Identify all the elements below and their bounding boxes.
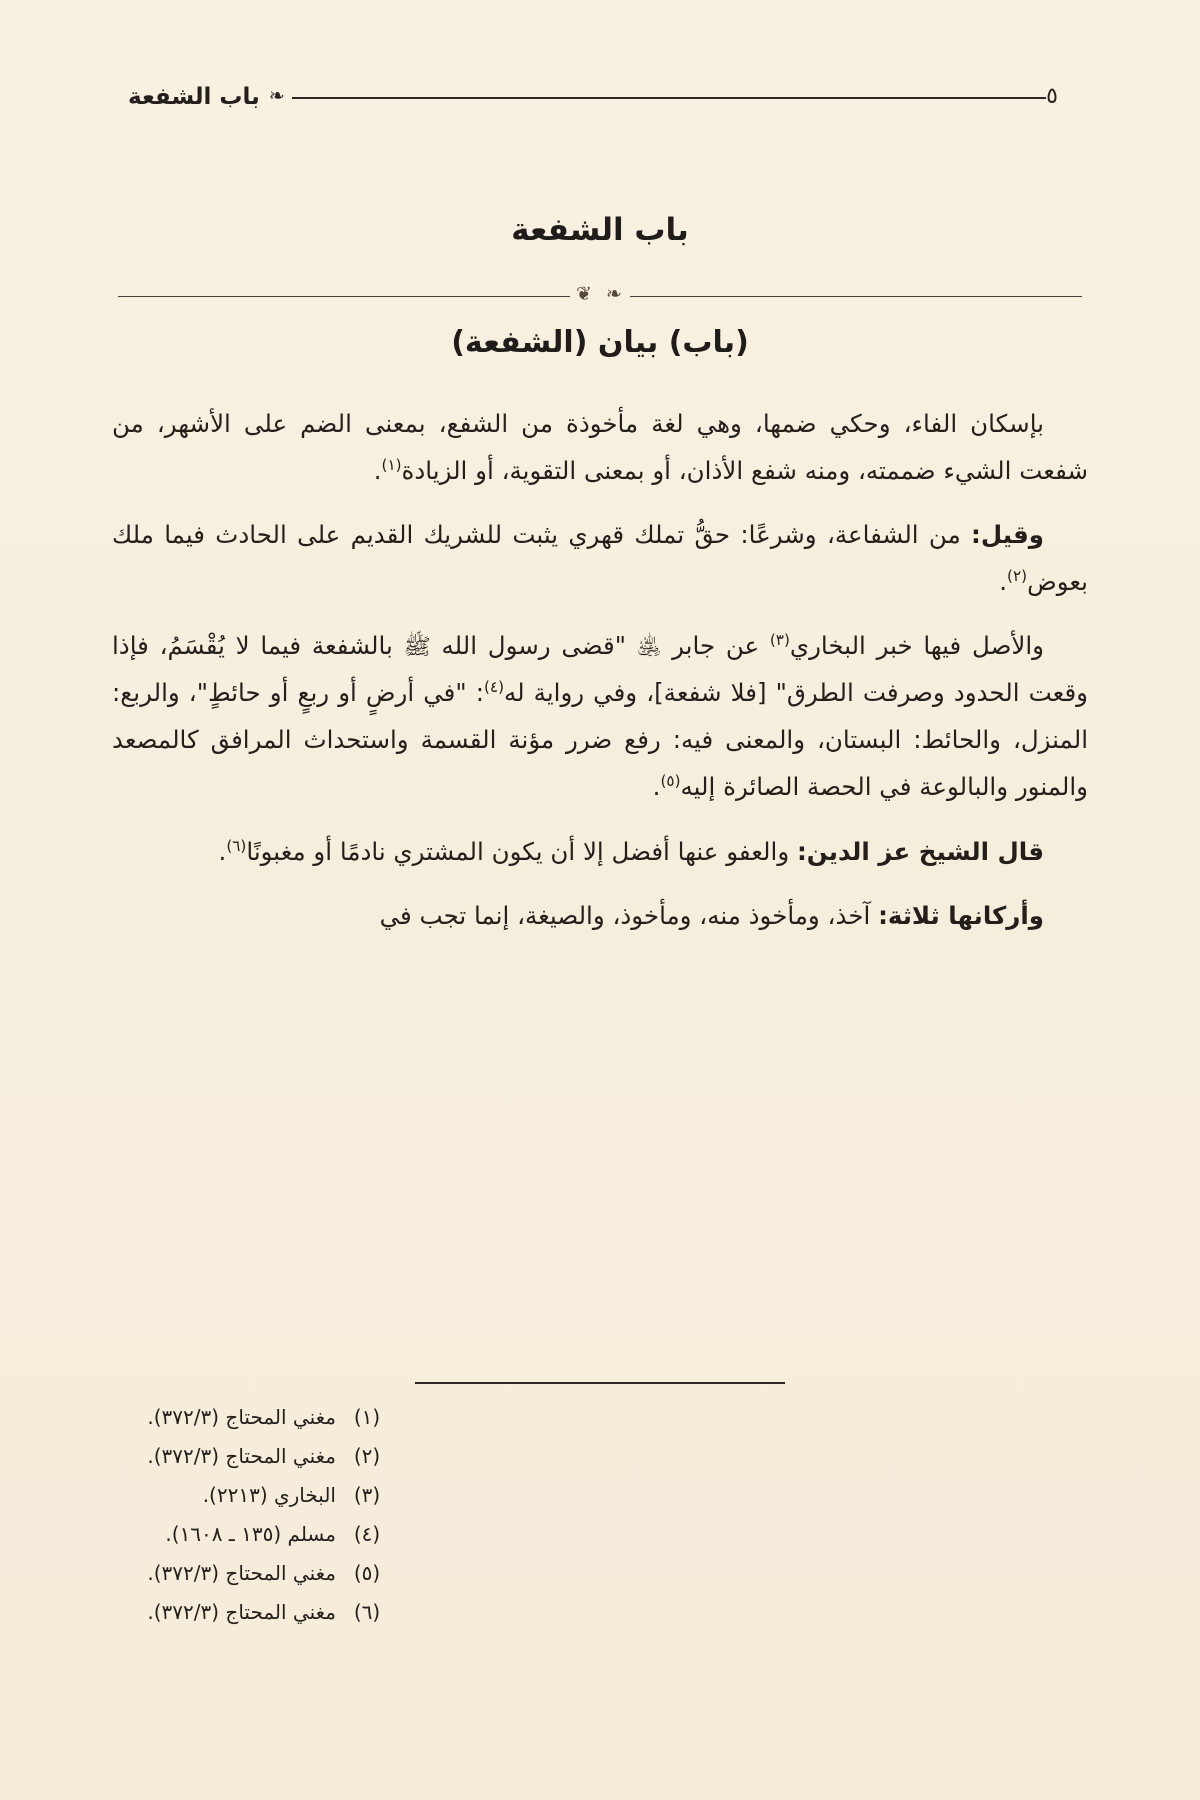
footnote-marker: (٢)	[1007, 566, 1028, 585]
footnote-number: (٤)	[353, 1522, 381, 1546]
footnote-item	[112, 1593, 1088, 1632]
footnote-marker: (١)	[381, 455, 402, 474]
text-run: .	[218, 836, 227, 866]
page-number: ٥	[1046, 84, 1058, 109]
text-run: آخذ، ومأخوذ منه، ومأخوذ، والصيغة، إنما تجب في	[379, 900, 879, 930]
footnote-number: (٥)	[353, 1561, 381, 1585]
floral-ornament-icon-left: ❦	[576, 282, 594, 305]
paragraph	[112, 511, 1088, 605]
text-run: من الشفاعة، وشرعًا: حقُّ تملك قهري يثبت للشريك القديم على الحادث فيما ملك بعوض	[112, 520, 1088, 597]
footnote-text: مغني المحتاج (٣٧٢/٣).	[147, 1405, 336, 1429]
body-text	[112, 400, 1088, 956]
text-run: والعفو عنها أفضل إلا أن يكون المشتري نادمًا أو مغبونًا	[246, 836, 797, 866]
footnote-text: مغني المحتاج (٣٧٢/٣).	[147, 1444, 336, 1468]
text-run: .	[999, 567, 1008, 597]
footnote-marker: (٥)	[660, 772, 681, 791]
footnote-number: (٣)	[353, 1483, 381, 1507]
text-run: عن جابر	[661, 631, 770, 661]
paragraph	[112, 828, 1088, 875]
footnote-text: مغني المحتاج (٣٧٢/٣).	[147, 1600, 336, 1624]
footnote-item	[112, 1515, 1088, 1554]
text-run: .	[652, 772, 661, 802]
divider-line-right	[630, 296, 1082, 297]
text-run: "قضى رسول الله	[430, 631, 637, 661]
text-run: بالشفعة فيما لا يُقْسَمُ، فإذا وقعت الحدود وصرفت الطرق" [فلا شفعة]، وفي رواية له	[112, 631, 1088, 708]
header-rule-divider	[292, 97, 1046, 99]
text-run: .	[373, 456, 382, 486]
floral-ornament-icon-right: ❧	[606, 282, 624, 305]
running-header	[118, 74, 1082, 120]
emphasis-text: وأركانها ثلاثة:	[878, 900, 1044, 930]
footnote-item	[112, 1398, 1088, 1437]
emphasis-text: قال الشيخ عز الدين:	[796, 836, 1044, 866]
ornamental-divider	[118, 282, 1082, 307]
emphasis-text: وقيل:	[971, 520, 1044, 550]
paragraph	[112, 622, 1088, 810]
flourish-ornament-icon: ❧	[268, 84, 285, 107]
footnote-item	[112, 1437, 1088, 1476]
section-heading: (باب) بيان (الشفعة)	[451, 325, 749, 360]
footnote-text: مسلم (١٣٥ ـ ١٦٠٨).	[165, 1522, 336, 1546]
chapter-title: باب الشفعة	[511, 212, 689, 248]
paragraph	[112, 892, 1088, 939]
footnote-text: البخاري (٢٢١٣).	[202, 1483, 336, 1507]
running-header-title: باب الشفعة	[128, 83, 260, 110]
footnote-marker: (٤)	[483, 678, 505, 697]
footnote-marker: (٣)	[769, 630, 790, 649]
footnote-item	[112, 1476, 1088, 1515]
honorific-glyph-icon: ﷺ	[403, 634, 431, 661]
footnote-separator-rule	[415, 1382, 785, 1384]
footnote-marker: (٦)	[226, 836, 247, 855]
footnote-list	[112, 1398, 1088, 1632]
honorific-glyph-icon: ﵁	[636, 634, 662, 661]
footnote-text: مغني المحتاج (٣٧٢/٣).	[147, 1561, 336, 1585]
divider-line-left	[118, 296, 570, 297]
text-run: : "في أرضٍ أو ربعٍ أو حائطٍ"، والربع: المنزل، والحائط: البستان، والمعنى فيه: رفع ضرر مؤنة القسمة واستحداث المرافق كالمصعد والمنور والبالوعة في الحصة الصائرة إليه	[112, 678, 1088, 802]
footnote-block	[112, 1382, 1088, 1632]
footnote-number: (٢)	[353, 1444, 381, 1468]
text-run: والأصل فيها خبر البخاري	[789, 631, 1044, 661]
footnote-item	[112, 1554, 1088, 1593]
footnote-number: (١)	[353, 1405, 381, 1429]
text-run: بإسكان الفاء، وحكي ضمها، وهي لغة مأخوذة من الشفع، بمعنى الضم على الأشهر، من شفعت الشيء ضممته، ومنه شفع الأذان، أو بمعنى التقوية، أو الزيادة	[112, 409, 1088, 486]
paragraph	[112, 400, 1088, 494]
footnote-number: (٦)	[353, 1600, 381, 1624]
